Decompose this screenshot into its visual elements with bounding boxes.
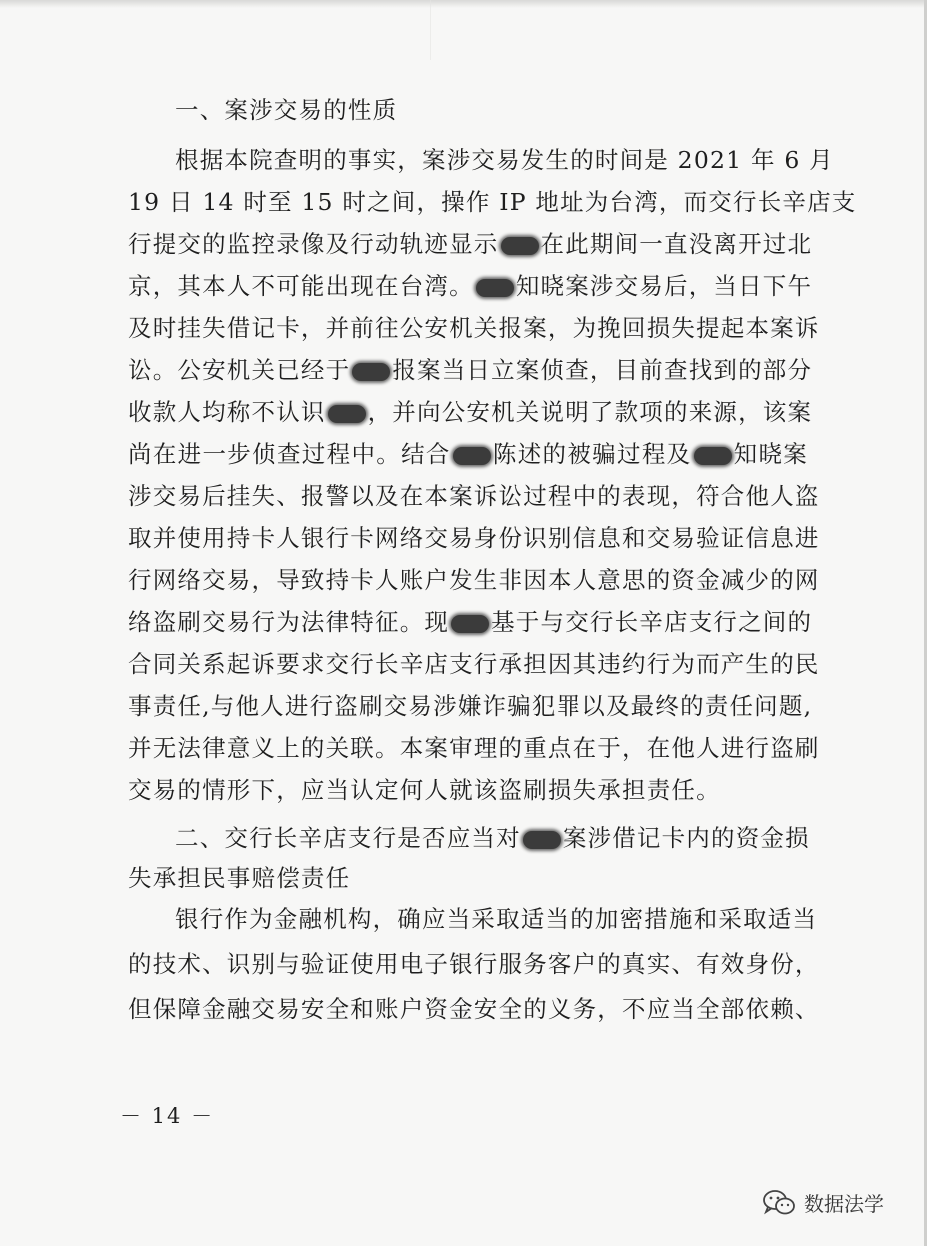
- text-line: [128, 355, 813, 385]
- text-segment: 知晓案涉交易后，当日下午: [515, 272, 813, 300]
- text-line: 及时挂失借记卡，并前往公安机关报案，为挽回损失提起本案诉: [128, 314, 820, 342]
- text-line: 交易的情形下，应当认定何人就该盗刷损失承担责任。: [128, 776, 721, 804]
- text-line: 的技术、识别与验证使用电子银行服务客户的真实、有效身份，: [128, 950, 820, 978]
- section-heading-1: 一、案涉交易的性质: [175, 96, 398, 124]
- text-segment: 在此期间一直没离开过北: [540, 230, 813, 258]
- redaction-mark: [476, 279, 514, 297]
- redaction-mark: [523, 831, 561, 849]
- text-segment: 行提交的监控录像及行动轨迹显示: [128, 230, 499, 258]
- redaction-mark: [451, 615, 489, 633]
- text-line: 涉交易后挂失、报警以及在本案诉讼过程中的表现，符合他人盗: [128, 482, 820, 510]
- redaction-mark: [453, 447, 491, 465]
- redaction-mark: [328, 405, 366, 423]
- text-segment: 案涉借记卡内的资金损: [562, 824, 810, 852]
- text-line: 取并使用持卡人银行卡网络交易身份识别信息和交易验证信息进: [128, 524, 820, 552]
- text-line: 19 日 14 时至 15 时之间，操作 IP 地址为台湾，而交行长辛店支: [128, 188, 857, 216]
- text-segment: 二、交行长辛店支行是否应当对: [175, 824, 521, 852]
- redaction-mark: [501, 237, 539, 255]
- text-line: [128, 607, 813, 637]
- watermark-text: 数据法学: [804, 1192, 884, 1216]
- text-line: 合同关系起诉要求交行长辛店支行承担因其违约行为而产生的民: [128, 650, 820, 678]
- watermark: [762, 1188, 884, 1217]
- text-line: 行网络交易，导致持卡人账户发生非因本人意思的资金减少的网: [128, 566, 820, 594]
- text-segment: 京，其本人不可能出现在台湾。: [128, 272, 474, 300]
- text-segment: 陈述的被骗过程及: [492, 440, 692, 468]
- text-line: [128, 271, 813, 301]
- text-segment: 络盗刷交易行为法律特征。现: [128, 608, 450, 636]
- text-line: [128, 229, 813, 259]
- page-number: － 14 －: [120, 1104, 215, 1128]
- text-segment: ，并向公安机关说明了款项的来源，该案: [367, 398, 813, 426]
- text-segment: 收款人均称不认识: [128, 398, 326, 426]
- redaction-mark: [694, 447, 732, 465]
- text-line: 根据本院查明的事实，案涉交易发生的时间是 2021 年 6 月: [175, 146, 834, 174]
- wechat-icon: [762, 1189, 798, 1217]
- text-segment: 知晓案: [733, 440, 808, 468]
- text-line: 银行作为金融机构，确应当采取适当的加密措施和采取适当: [175, 905, 818, 933]
- text-segment: 讼。公安机关已经于: [128, 356, 351, 384]
- text-line: 事责任,与他人进行盗刷交易涉嫌诈骗犯罪以及最终的责任问题,: [128, 692, 813, 720]
- text-line: [175, 823, 808, 853]
- text-line: [128, 439, 808, 469]
- bleed-through: [430, 0, 901, 60]
- text-line: 失承担民事赔偿责任: [128, 864, 351, 892]
- text-segment: 基于与交行长辛店支行之间的: [491, 608, 813, 636]
- text-line: 但保障金融交易安全和账户资金安全的义务，不应当全部依赖、: [128, 995, 820, 1023]
- text-line: [128, 397, 813, 427]
- redaction-mark: [352, 363, 390, 381]
- text-segment: 尚在进一步侦查过程中。结合: [128, 440, 451, 468]
- text-segment: 报案当日立案侦查，目前查找到的部分: [392, 356, 813, 384]
- text-line: 并无法律意义上的关联。本案审理的重点在于，在他人进行盗刷: [128, 734, 820, 762]
